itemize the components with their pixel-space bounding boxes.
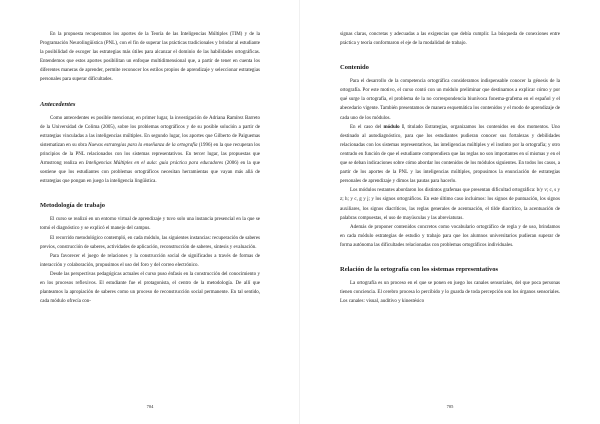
heading-metodologia: Metodología de trabajo bbox=[40, 202, 105, 210]
module-label: módulo I bbox=[383, 124, 404, 130]
text-run: En el caso del bbox=[350, 124, 384, 130]
text-run: (2006) en la que sostiene que los estudiantes con problemas ortográficos necesitan herramientas que vayan más allá de estrategias que pongan en juego la inteligencia lingüística. bbox=[40, 161, 260, 185]
left-paragraph-2 bbox=[40, 114, 260, 187]
spacer bbox=[40, 186, 260, 195]
right-paragraph-4: Los módulos restantes abordaron los distintos grafemas que presentan dificultad ortográfica: b/y v; c, s y z; h; y c, g y j; y los signos ortográficos. En este último caso incluimos: los signos de puntuación, los signos auxiliares, los signos diacríticos, las reglas generales de acentuación, el tilde diacrítico, la acentuación de palabras compuestas, el uso de mayúsculas y las abreviaturas. bbox=[340, 188, 560, 221]
left-paragraph-6: Desde las perspectivas pedagógicas actuales el curso puso énfasis en la construcción del conocimiento y en los procesos reflexivos. El estudiante fue el protagonista, el centro de la metodología. De allí que planteamos la apropiación de saberes como un proceso de reconstrucción social permanente. En tal sentido, cada módulo ofrecía con- bbox=[40, 271, 260, 305]
page-number-right: 705 bbox=[446, 404, 454, 409]
book-title: Nuevas estrategias para la enseñanza de la ortografía bbox=[88, 142, 198, 148]
spacer bbox=[340, 48, 560, 57]
left-paragraph-1: En la propuesta recuperamos los aportes de la Teoría de las Inteligencias Múltiples (TIM) y de la Programación Neurolingüística (PNL), con el fin de superar las prácticas tradicionales y brindar al estudiante la posibilidad de escoger las estrategias más útiles para alcanzar el dominio de las habilidades ortográficas. Entendemos que estos aportes posibilitan un enfoque multidimensional que, a partir de tener en cuenta los diferentes maneras de aprender, permite reconocer los estilos propios de aprendizaje y seleccionar estrategias personales para superar dificultades. bbox=[40, 32, 260, 83]
heading-contenido: Contenido bbox=[340, 64, 369, 72]
left-page bbox=[40, 30, 260, 306]
left-paragraph-3: El curso se realizó en un entorno virtual de aprendizaje y tuvo solo una instancia presencial en la que se tomó el diagnóstico y se explicó el manejo del campus. bbox=[40, 217, 260, 232]
text-run: (1996) en la que recuperan los principios de la PNL relacionados con los sistemas representativos. En tercer lugar, las propuestas que Armstrong realiza en bbox=[40, 142, 261, 167]
right-paragraph-2: Para el desarrollo de la competencia ortográfica consideramos indispensable conocer la génesis de la ortografía. Por este motivo, el curso contó con un módulo preliminar que destinamos a explicar cómo y por qué surge la ortografía, el problema de la no correspondencia biunívoca fonema-grafema en el español y el abecedario vigente. También presentamos de manera esquemática los contenidos y el modo de aprendizaje de cada uno de los módulos. bbox=[340, 79, 560, 121]
right-page bbox=[340, 30, 560, 306]
right-paragraph-6: La ortografía es un proceso en el que se ponen en juego los canales sensoriales, del que poca personas tienen conciencia. El cerebro procesa lo percibido y lo guarda de toda percepción son los órganos sensoriales. Los canales: visual, auditivo y kinestésico bbox=[340, 280, 560, 305]
text-run: , titulado Estrategias, organizamos los contenidos en dos momentos. Uno destinado al autodiagnóstico, para que los estudiantes pudieran conocer sus fortalezas y debilidades relacionadas con los sistemas representativos, las inteligencias múltiples y el instinto por la ortografía; y otro centrado en función de que el estudiante comprendiera que las reglas no son importantes en sí mismas y en el que se deban indicaciones sobre cómo abordar los contenidos de los módulos siguientes. En todos los casos, a partir de los aportes de la PNL y las inteligencias múltiples, propusimos la enunciación de estrategias personales de aprendizaje y dimos las pautas para hacerlo. bbox=[340, 124, 560, 185]
spacer bbox=[40, 85, 260, 94]
page-gutter bbox=[299, 0, 300, 424]
right-paragraph-1: signas claras, concretas y adecuadas a las exigencias que debía cumplir. La búsqueda de conexiones entre práctica y teoría conformaron el eje de la modalidad de trabajo. bbox=[340, 32, 560, 47]
heading-relacion: Relación de la ortografía con los sistemas representativos bbox=[340, 265, 499, 273]
heading-antecedentes: Antecedentes bbox=[40, 100, 76, 108]
left-paragraph-4: El recorrido metodológico contempló, en cada módulo, las siguientes instancias: recuperación de saberes previos, construcción de saberes, actividades de aplicación, reconstrucción de saberes, síntesis y evaluación. bbox=[40, 235, 260, 250]
page-number-left: 704 bbox=[146, 404, 154, 409]
left-paragraph-5: Para favorecer el juego de relaciones y la construcción social de significados a través de formas de interacción y colaboración, propusimos el uso del foro y del correo electrónico. bbox=[40, 253, 260, 268]
spacer bbox=[340, 250, 560, 259]
right-paragraph-3 bbox=[340, 123, 560, 187]
book-title: Inteligencias Múltiples en el aula: guía práctica para educadores bbox=[85, 161, 224, 167]
text-run: Como antecedentes es posible mencionar, en primer lugar, la investigación de Adriana Ramírez Barreto de la Universidad de Colima (2005), sobre los problemas ortográficos y de su posible solución a partir de estrategias vinculadas a las inteligencias múltiples. En segundo lugar, los aportes que Gilberto de Paiguemas sistematizan en su obra bbox=[40, 115, 260, 148]
right-paragraph-5: Además de proponer contenidos concretos como vocabulario ortográfico de regla y de uso, brindamos en cada módulo estrategias de estudio y trabajo para que los alumnos universitarios pudieran superar de forma autónoma las dificultades relacionadas con problemas ortográficos individuales. bbox=[340, 224, 560, 248]
